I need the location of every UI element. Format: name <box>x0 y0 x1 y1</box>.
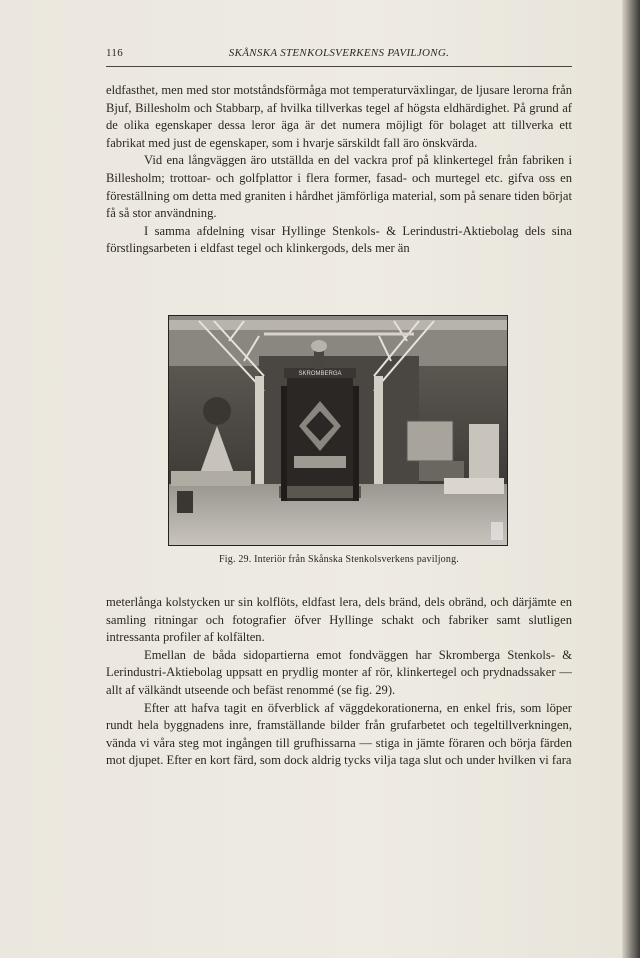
paragraph: meterlånga kolstycken ur sin kolflöts, eldfast lera, dels bränd, dels obränd, och därjämte en samling ritningar och fotografier öfver Hyllinge schakt och fabriker samt slutligen intressanta profiler af kolfälten. <box>106 595 572 645</box>
paragraph: Efter att hafva tagit en öfverblick af väggdekorationerna, en enkel fris, som löper rundt hela byggnadens inre, framställande bilder från grufarbetet och tegeltillverkningen, vända vi våra steg mot ingången till grufhissarna — stiga in jämte föraren och börja färden mot djupet. Efter en kort färd, som dock aldrig tycks vilja taga slut och under hvilken vi fara <box>106 700 572 768</box>
paragraph: eldfasthet, men med stor motståndsförmåga mot temperaturväxlingar, de ljusare lerorna från Bjuf, Billesholm och Stabbarp, af hvilka tillverkas tegel af högsta eldhärdighet. På grund af de olika egenskaper dessa leror äga är det numera möjligt för bolaget att tillverka ett fabrikat med just de egenskaper, som i hvarje särskildt fall äro önskvärda. <box>106 83 572 150</box>
paragraph: Vid ena långväggen äro utställda en del vackra prof på klinkertegel från fabriken i Billesholm; trottoar- och golfplattor i flera former, fasad- och murtegel etc. gifva oss en föreställning om detta med graniten i hårdhet jämförliga material, som på senare tiden börjat få så stor användning. <box>106 153 572 221</box>
header-rule <box>106 66 572 67</box>
column-left <box>255 376 264 491</box>
corner-mark <box>491 522 503 540</box>
column-right <box>374 376 383 491</box>
body-text-top <box>106 82 572 258</box>
exhibit-sign: SKROMBERGA <box>298 371 342 377</box>
paragraph: I samma afdelning visar Hyllinge Stenkols- & Lerindustri-Aktiebolag dels sina förstlingsarbeten i eldfast tegel och klinkergods, dels mer än <box>106 223 572 256</box>
page-edge-shadow <box>622 0 640 958</box>
figure-caption: Fig. 29. Interiör från Skånska Stenkolsverkens paviljong. <box>219 554 459 565</box>
page-number: 116 <box>106 47 123 59</box>
body-text-bottom <box>106 594 572 770</box>
pavilion-interior-photo <box>169 316 507 545</box>
running-title: SKÅNSKA STENKOLSVERKENS PAVILJONG. <box>228 47 450 59</box>
paragraph: Emellan de båda sidopartierna emot fondväggen har Skromberga Stenkols- & Lerindustri-Aktiebolag uppsatt en prydlig monter af rör, klinkertegel och prydnadssaker — allt af välkändt utseende och befäst renommé (se fig. 29). <box>106 647 572 697</box>
figure-photograph <box>168 315 508 546</box>
running-header <box>106 47 572 65</box>
